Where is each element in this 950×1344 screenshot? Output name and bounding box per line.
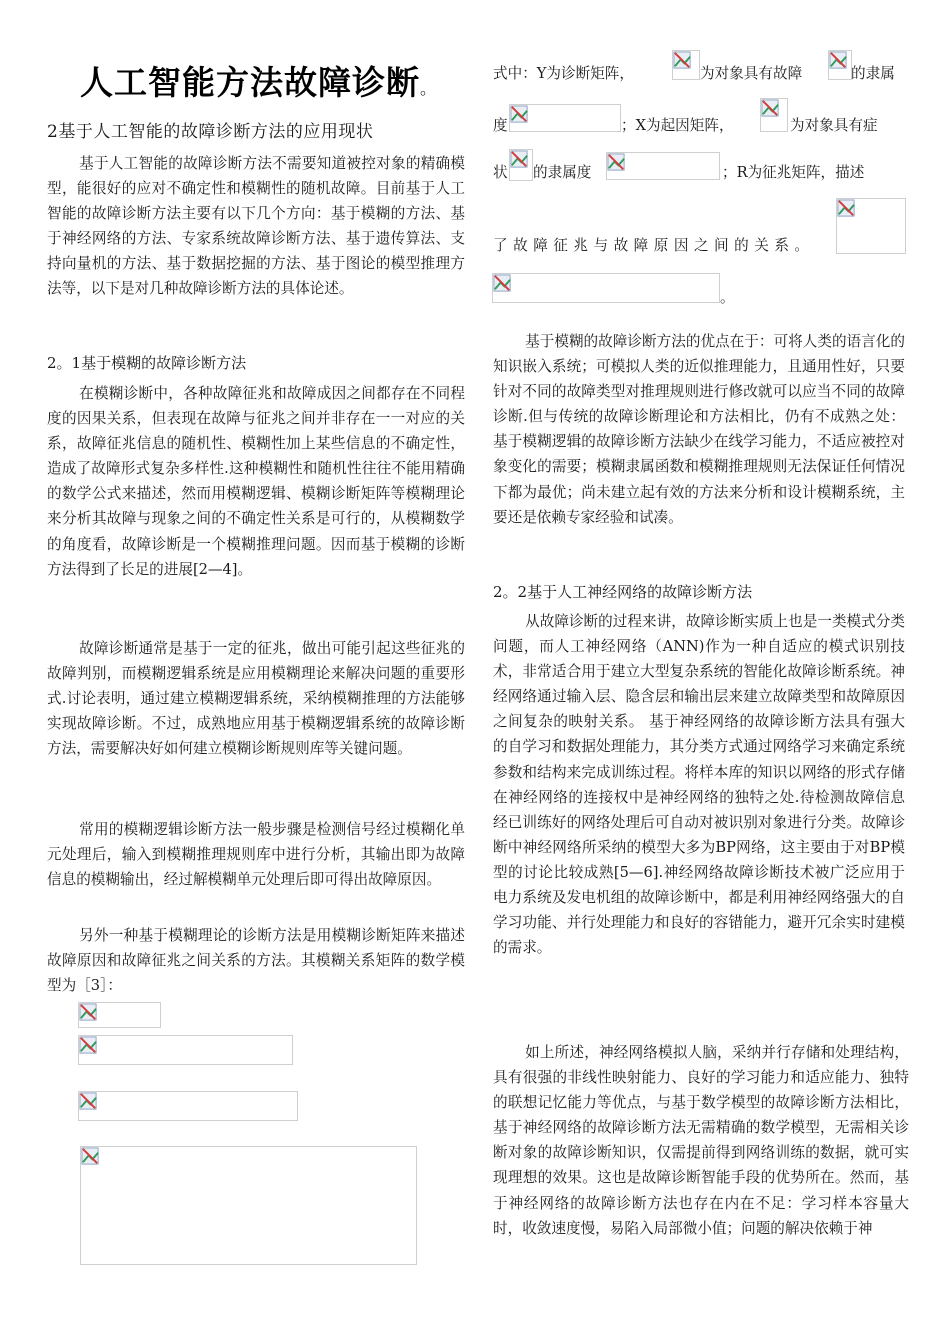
formula-line-4: 了故障征兆与故障原因之间的关系。 xyxy=(493,237,815,254)
formula-image-5 xyxy=(492,273,720,303)
inline-formula-yi xyxy=(672,50,700,80)
inline-formula-r-matrix xyxy=(836,198,906,254)
broken-image-icon xyxy=(81,1147,100,1166)
formula-image-2 xyxy=(78,1035,293,1065)
fuzzy-advantages-paragraph: 基于模糊的故障诊断方法的优点在于：可将人类的语言化的知识嵌入系统；可模拟人类的近似推理能力，且通用性好，只要针对不同的故障类型对推理规则进行修改就可以应当不同的故障诊断.但与传统的故障诊断理论和方法相比，仍有不成熟之处：基于模糊逻辑的故障诊断方法缺少在线学习能力，不适应被控对象变化的需要；模糊隶属函数和模糊推理规则无法保证任何情况下都为最优；尚未建立起有效的方法来分析和设计模糊系统，主要还是依赖专家经验和试凑。 xyxy=(493,333,905,526)
formula-line-1c: 的隶属 xyxy=(851,65,895,82)
fuzzy-paragraph-3: 常用的模糊逻辑诊断方法一般步骤是检测信号经过模糊化单元处理后，输入到模糊推理规则库中进行分析，其输出即为故障信息的模糊输出，经过解模糊单元处理后即可得出故障原因。 xyxy=(47,821,465,889)
formula-line-1a: 式中：Y为诊断矩阵， xyxy=(493,65,634,82)
formula-line-2b: ；X为起因矩阵， xyxy=(621,117,734,134)
section-2-2-heading: 2。2基于人工神经网络的故障诊断方法 xyxy=(493,583,753,601)
formula-line-1b: 为对象具有故障 xyxy=(700,65,803,82)
broken-image-icon xyxy=(837,199,856,218)
page-title: 人工智能方法故障诊断。 xyxy=(80,63,438,102)
fuzzy-paragraph-2: 故障诊断通常是基于一定的征兆，做出可能引起这些征兆的故障判别，而模糊逻辑系统是应用模糊理论来解决问题的重要形式.讨论表明，通过建立模糊逻辑系统，采纳模糊推理的方法能够实现故障诊断。不过，成熟地应用基于模糊逻辑系统的故障诊断方法，需要解决好如何建立模糊诊断规则库等关键问题。 xyxy=(47,640,465,758)
formula-line-3c: ；R为征兆矩阵，描述 xyxy=(722,164,865,181)
nn-paragraph-1: 从故障诊断的过程来讲，故障诊断实质上也是一类模式分类问题，而人工神经网络（ANN)作为一种自适应的模式识别技术，非常适合用于建立大型复杂系统的智能化故障诊断系统。神经网络通过输入层、隐含层和输出层来建立故障类型和故障原因之间复杂的映射关系。 基于神经网络的故障诊断方法具有强大的自学习和数据处理能力，其分类方式通过网络学习来确定系统参数和结构来完成训练过程。将样本库的知识以网络的形式存储在神经网络的连接权中是神经网络的独特之处.待检测故障信息经已训练好的网络处理后可自动对被识别对象进行分类。故障诊断中神经网络所采纳的模型大多为BP网络，这主要由于对BP模型的讨论比较成熟[5—6].神经网络故障诊断技术被广泛应用于电力系统及发电机组的故障诊断中，都是利用神经网络强大的自学习功能、并行处理能力和良好的容错能力，避开冗余实时建模的需求。 xyxy=(493,613,905,957)
formula-line-3b: 的隶属度 xyxy=(533,164,592,181)
fuzzy-paragraph-1: 在模糊诊断中，各种故障征兆和故障成因之间都存在不同程度的因果关系，但表现在故障与征兆之间并非存在一一对应的关系，故障征兆信息的随机性、模糊性加上某些信息的不确定性，造成了故障形式复杂多样性.这种模糊性和随机性往往不能用精确的数学公式来描述，然而用模糊逻辑、模糊诊断矩阵等模糊理论来分析其故障与现象之间的不确定性关系是可行的，从模糊数学的角度看，故障诊断是一个模糊推理问题。因而基于模糊的诊断方法得到了长足的进展[2—4]。 xyxy=(47,385,465,578)
section-2-heading: 2基于人工智能的故障诊断方法的应用现状 xyxy=(47,122,374,142)
inline-formula-xj xyxy=(760,98,788,132)
formula-image-4 xyxy=(80,1146,417,1265)
broken-image-icon xyxy=(493,274,512,293)
broken-image-icon xyxy=(510,105,529,124)
formula-line-2a: 度 xyxy=(493,117,508,134)
formula-image-3 xyxy=(78,1091,298,1121)
title-suffix: 。 xyxy=(420,79,438,98)
formula-line-5-end: 。 xyxy=(720,289,735,306)
broken-image-icon xyxy=(79,1003,98,1022)
broken-image-icon xyxy=(761,99,780,118)
section-2-1-heading: 2。1基于模糊的故障诊断方法 xyxy=(47,354,247,372)
broken-image-icon xyxy=(829,51,848,70)
inline-formula-membership-2 xyxy=(606,152,720,180)
inline-formula-symptom xyxy=(509,149,533,181)
broken-image-icon xyxy=(673,51,692,70)
broken-image-icon xyxy=(79,1092,98,1111)
formula-line-2c: 为对象具有症 xyxy=(790,117,878,134)
broken-image-icon xyxy=(79,1036,98,1055)
broken-image-icon xyxy=(510,150,529,169)
formula-image-1 xyxy=(78,1002,161,1028)
inline-formula-fault xyxy=(828,50,852,80)
nn-paragraph-2: 如上所述，神经网络模拟人脑，采纳并行存储和处理结构，具有很强的非线性映射能力、良好的学习能力和适应能力、独特的联想记忆能力等优点，与基于数学模型的故障诊断方法相比，基于神经网络的故障诊断方法无需精确的数学模型，无需相关诊断对象的故障诊断知识，仅需提前得到网络训练的数据，就可实现理想的效果。这也是故障诊断智能手段的优势所在。然而，基于神经网络的故障诊断方法也存在内在不足：学习样本容量大时，收敛速度慢，易陷入局部微小值；问题的解决依赖于神 xyxy=(493,1044,909,1237)
formula-line-3a: 状 xyxy=(493,164,508,181)
fuzzy-paragraph-4: 另外一种基于模糊理论的诊断方法是用模糊诊断矩阵来描述故障原因和故障征兆之间关系的方法。其模糊关系矩阵的数学模型为［3］： xyxy=(47,927,465,995)
broken-image-icon xyxy=(607,153,626,172)
inline-formula-membership xyxy=(509,104,621,132)
intro-paragraph: 基于人工智能的故障诊断方法不需要知道被控对象的精确模型，能很好的应对不确定性和模糊性的随机故障。目前基于人工智能的故障诊断方法主要有以下几个方向：基于模糊的方法、基于神经网络的方法、专家系统故障诊断方法、基于遗传算法、支持向量机的方法、基于数据挖掘的方法、基于图论的模型推理方法等，以下是对几种故障诊断方法的具体论述。 xyxy=(47,155,465,298)
